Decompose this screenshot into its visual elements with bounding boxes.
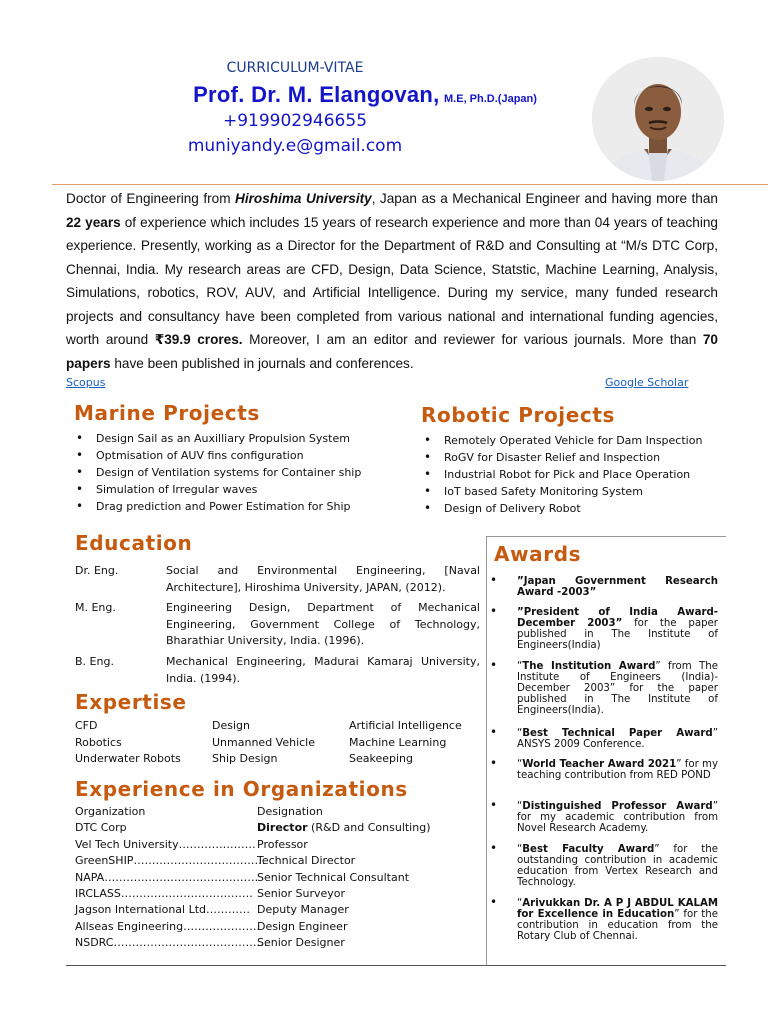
award-item [490, 658, 718, 716]
bullet-icon: • [490, 725, 498, 739]
award-item [490, 798, 718, 834]
list-item: • Industrial Robot for Pick and Place Operation [422, 466, 702, 483]
expertise-item: Machine Learning [349, 735, 447, 749]
designation: Design Engineer [257, 919, 348, 933]
award-title: The Institution Award [522, 661, 656, 672]
education-degree: Dr. Eng. [75, 564, 119, 577]
summary-text: have been published in journals and conferences. [110, 355, 414, 371]
education-degree: M. Eng. [75, 601, 116, 614]
column-header-designation: Designation [257, 805, 323, 818]
awards-divider-horizontal [486, 536, 726, 537]
expertise-column [75, 718, 181, 768]
bullet-icon: • [490, 841, 498, 855]
list-item: • Simulation of Irregular waves [74, 481, 361, 498]
summary-years: 22 years [66, 214, 121, 230]
marine-projects-heading: Marine Projects [74, 401, 260, 425]
award-title: Best Technical Paper Award [522, 728, 713, 739]
summary-text: Moreover, I am an editor and reviewer for various journals. More than [242, 332, 703, 347]
award-description: ” for the contribution in education from the Rotary Club of Chennai. [517, 909, 719, 942]
list-item: • Design Sail as an Auxilliary Propulsion System [74, 430, 361, 447]
email-address: muniyandy.e@gmail.com [187, 136, 403, 156]
organization-name: GreenSHIP……………………………… [75, 854, 266, 868]
designation: Technical Director [257, 854, 356, 868]
designation [257, 820, 431, 836]
candidate-name-line [130, 82, 600, 108]
list-item: • IoT based Safety Monitoring System [422, 483, 702, 500]
expertise-item: Seakeeping [349, 752, 413, 765]
organization-name: Allseas Engineering………………… [75, 919, 261, 933]
profile-summary [66, 187, 718, 375]
expertise-item: Design [212, 719, 250, 732]
award-item [490, 725, 718, 750]
summary-papers: 70 papers [66, 332, 718, 371]
quote-mark: “ [517, 898, 523, 909]
summary-university: Hiroshima University [235, 191, 372, 206]
expertise-column [212, 718, 315, 768]
expertise-item: CFD [75, 719, 98, 732]
designation: Senior Surveyor [257, 887, 346, 900]
column-header-organization: Organization [75, 805, 146, 818]
robotic-projects-heading: Robotic Projects [421, 403, 616, 427]
cv-title: CURRICULUM-VITAE [226, 60, 364, 76]
header-divider [52, 184, 768, 185]
education-row [75, 563, 480, 597]
summary-text: Doctor of Engineering from [66, 191, 235, 206]
education-detail: Social and Environmental Engineering, [Naval Architecture], Hiroshima University, JAPAN, (2012). [166, 564, 480, 594]
awards-divider-vertical [486, 536, 487, 966]
award-item [490, 604, 718, 651]
designation: Professor [257, 837, 308, 851]
summary-amount: ₹39.9 crores. [154, 332, 243, 347]
candidate-name: Prof. Dr. M. Elangovan, [193, 82, 440, 107]
education-detail: Mechanical Engineering, Madurai Kamaraj University, India. (1994). [166, 655, 480, 685]
scopus-link[interactable]: Scopus [66, 376, 106, 389]
award-item [490, 841, 719, 888]
award-title: ”President of India Award-December 2003” [517, 607, 718, 629]
organizations-heading: Experience in Organizations [75, 777, 408, 801]
expertise-heading: Expertise [75, 690, 187, 714]
summary-text: , Japan as a Mechanical Engineer and having more than [371, 191, 718, 206]
quote-mark: “ [517, 728, 523, 739]
expertise-column [349, 718, 462, 768]
award-item [490, 756, 718, 781]
bullet-icon: • [490, 798, 498, 812]
award-description: ” from The Institute of Engineers (India)-December 2003” for the paper published in The Institute of Engineers(India). [517, 661, 718, 716]
education-degree: B. Eng. [75, 655, 114, 668]
phone-number: +919902946655 [222, 111, 368, 131]
google-scholar-link[interactable]: Google Scholar [605, 376, 689, 389]
award-item [490, 895, 719, 942]
list-item: • Design of Ventilation systems for Container ship [74, 464, 361, 481]
designation-bold: Director [257, 821, 308, 835]
quote-mark: “ [517, 801, 523, 812]
footer-divider [66, 965, 726, 966]
award-title: World Teacher Award 2021 [522, 759, 677, 770]
marine-projects-list [74, 430, 361, 515]
education-heading: Education [75, 531, 193, 555]
bullet-icon: • [490, 658, 498, 672]
list-item: • Remotely Operated Vehicle for Dam Inspection [422, 432, 702, 449]
portrait-image [592, 57, 724, 181]
expertise-item: Ship Design [212, 752, 278, 765]
expertise-item: Artificial Intelligence [349, 719, 462, 732]
organization-name: NSDRC…………………………………… [75, 936, 268, 950]
award-title: Best Faculty Award [522, 844, 655, 855]
expertise-item: Robotics [75, 735, 122, 749]
awards-heading: Awards [494, 542, 582, 566]
award-title: ”Japan Government Research Award -2003” [517, 576, 718, 598]
education-detail: Engineering Design, Department of Mechanical Engineering, Government College of Technology, Bharathiar University, India. (1996). [166, 601, 480, 647]
list-item: • Optmisation of AUV fins configuration [74, 447, 361, 464]
bullet-icon: • [490, 604, 498, 618]
organization-name: Vel Tech University………………… [75, 837, 256, 851]
quote-mark: “ [517, 759, 523, 770]
education-row [75, 654, 480, 688]
bullet-icon: • [490, 756, 498, 770]
award-item [490, 573, 718, 598]
list-item: • RoGV for Disaster Relief and Inspection [422, 449, 702, 466]
designation: Senior Designer [257, 936, 345, 950]
award-description: ” ANSYS 2009 Conference. [517, 728, 718, 750]
award-title: Arivukkan Dr. A P J ABDUL KALAM for Excellence in Education [517, 898, 718, 920]
summary-text: of experience which includes 15 years of research experience and more than 04 years of teaching experience. Presently, working as a Director for the Department of R&D and Consulting at “M/s DTC Corp, Chennai, India. My research areas are CFD, Design, Data Science, Statstic, Machine Learning, Analysis, Simulations, robotics, ROV, AUV, and Artificial Intelligence. During my service, many funded research projects and consultancy have been completed from various national and international funding agencies, worth around [66, 214, 718, 347]
quote-mark: “ [517, 844, 523, 855]
list-item: • Design of Delivery Robot [422, 500, 702, 517]
bullet-icon: • [490, 573, 498, 587]
designation-text: (R&D and Consulting) [307, 821, 431, 835]
designation: Senior Technical Consultant [257, 870, 410, 884]
award-description: ” for the outstanding contribution in academic education from Vertex Research and Technology. [517, 844, 719, 888]
profile-photo [592, 57, 724, 181]
organization-name: Jagson International Ltd………… [75, 903, 251, 917]
candidate-qualifications: M.E, Ph.D.(Japan) [444, 93, 537, 105]
organization-name: NAPA…………………………………… [75, 870, 259, 884]
expertise-item: Underwater Robots [75, 752, 181, 765]
expertise-item: Unmanned Vehicle [212, 735, 316, 749]
organization-name: IRCLASS……………………………… [75, 887, 253, 900]
bullet-icon: • [490, 895, 498, 909]
award-description: ” for my academic contribution from Novel Research Academy. [517, 801, 718, 834]
award-description: for the paper published in The Institute of Engineers(India) [517, 618, 718, 651]
award-description: ” for my teaching contribution from RED POND [517, 759, 718, 781]
list-item: • Drag prediction and Power Estimation for Ship [74, 498, 361, 515]
quote-mark: “ [517, 661, 523, 672]
designation: Deputy Manager [257, 903, 349, 917]
robotic-projects-list [422, 432, 702, 517]
education-row [75, 600, 480, 650]
award-title: Distinguished Professor Award [522, 801, 713, 812]
organization-name: DTC Corp [75, 821, 127, 835]
